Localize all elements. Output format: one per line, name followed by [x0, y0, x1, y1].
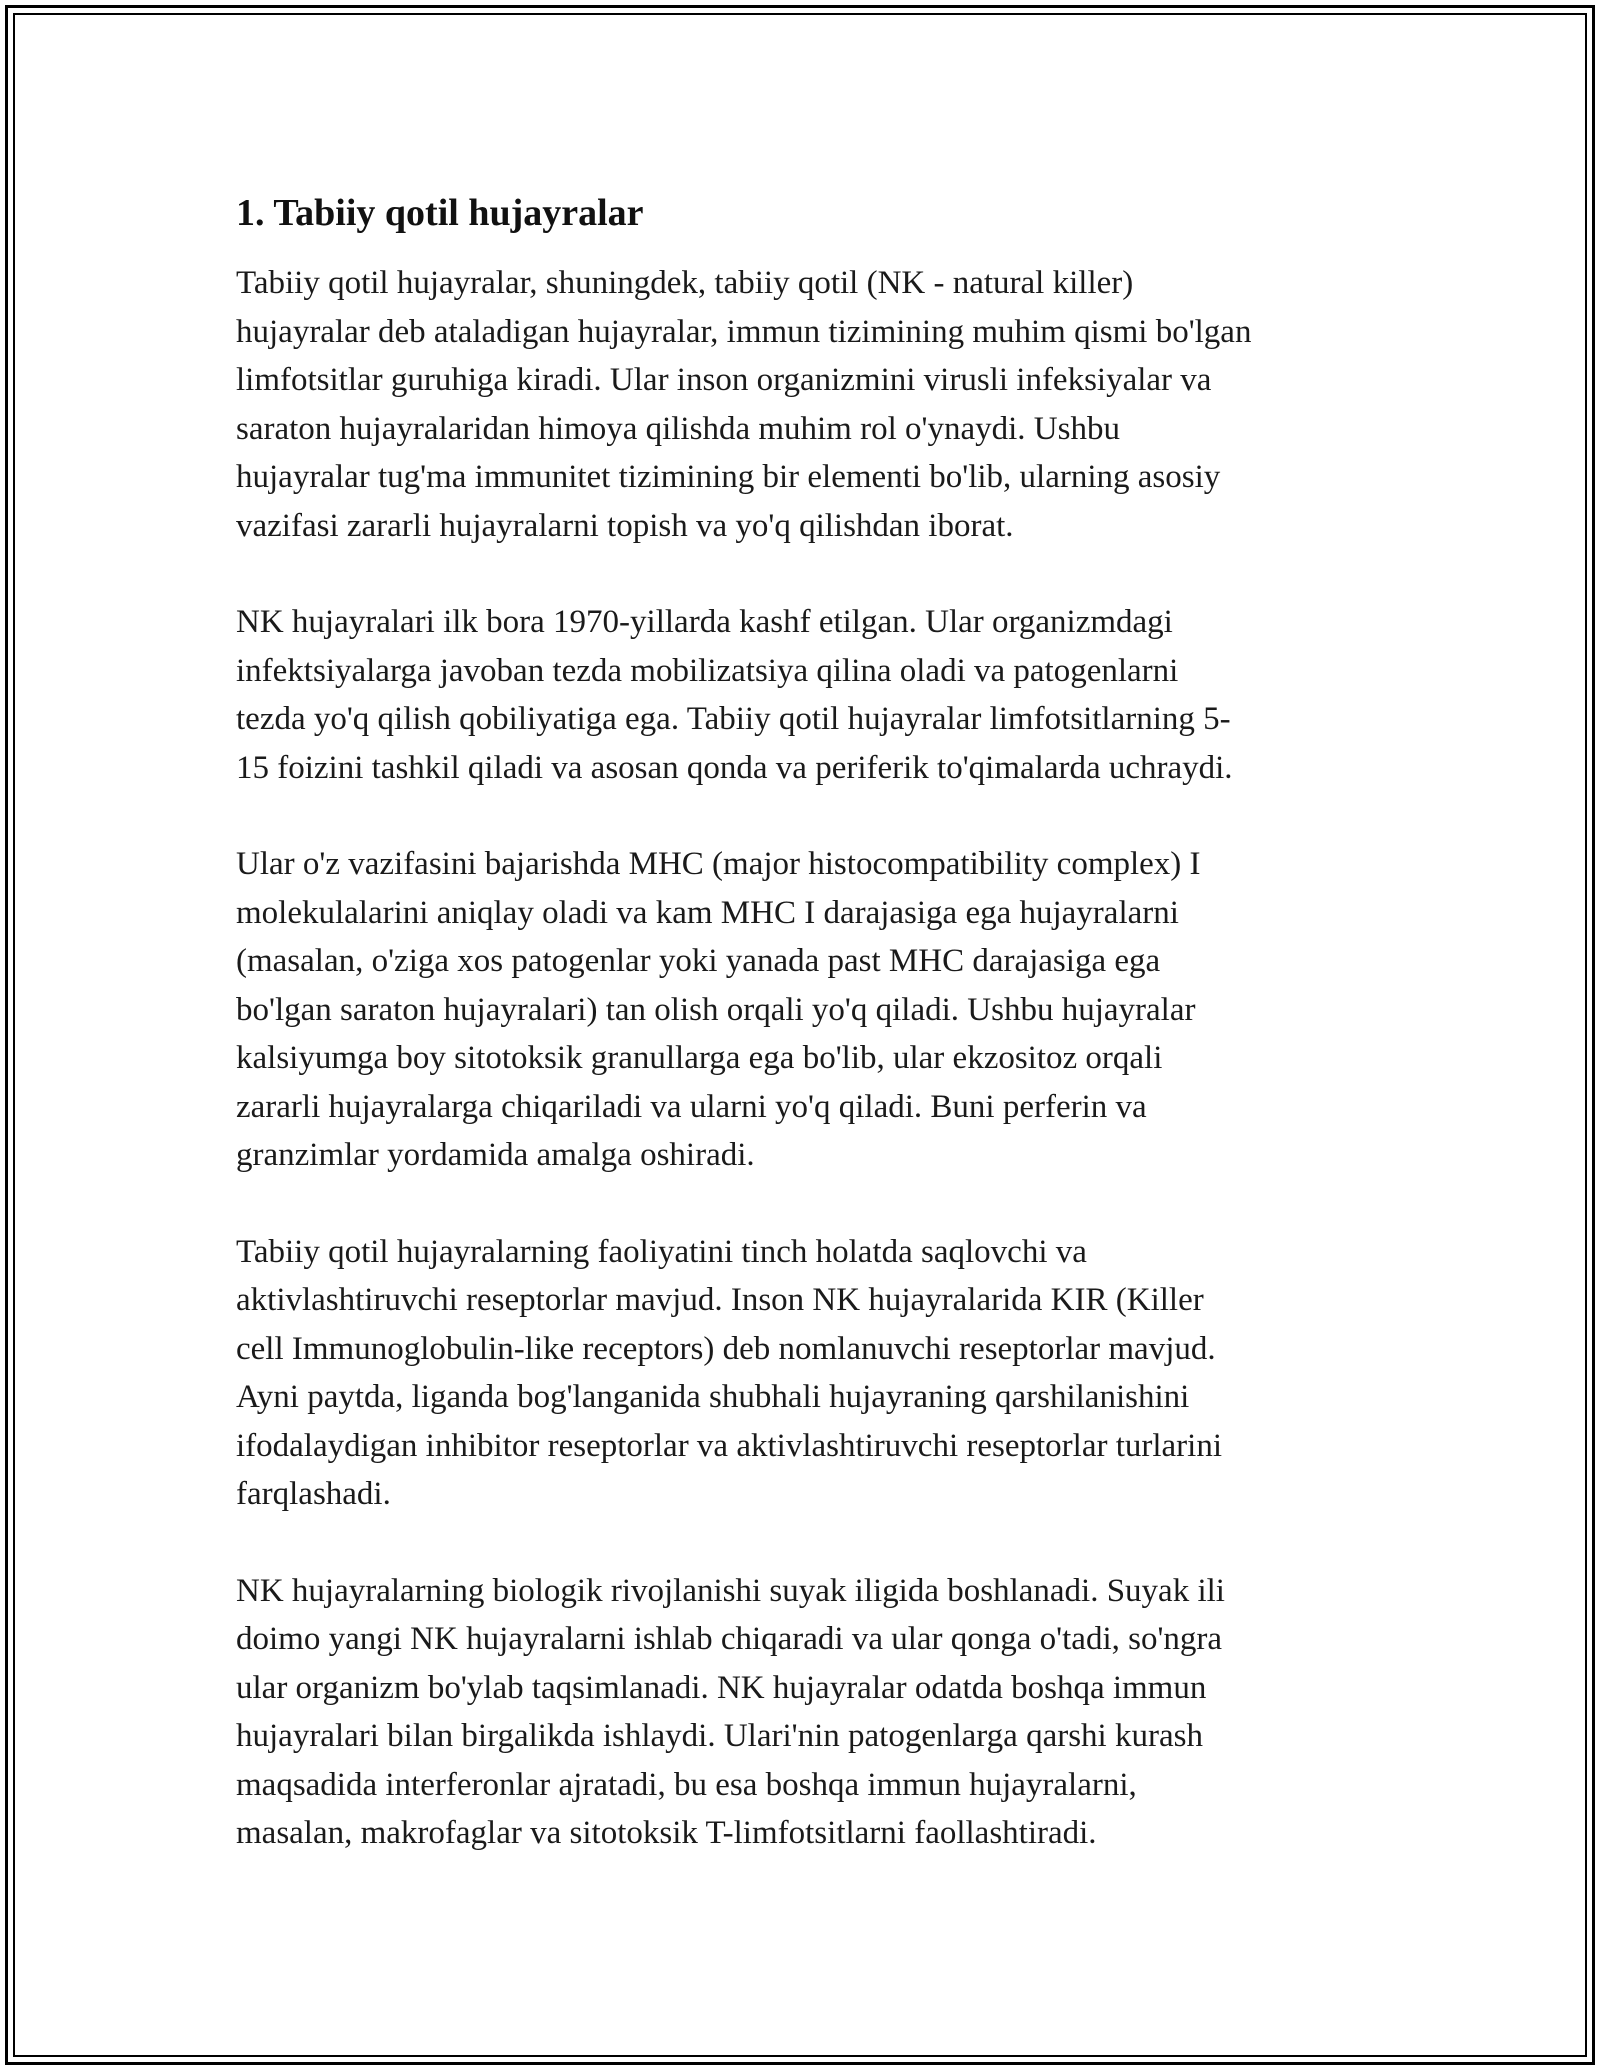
section-heading: 1. Tabiiy qotil hujayralar — [236, 192, 644, 234]
text-line: farqlashadi. — [236, 1476, 391, 1512]
text-line: NK hujayralarning biologik rivojlanishi suyak iligida boshlanadi. Suyak ili — [236, 1572, 1225, 1609]
document-body — [236, 185, 1386, 1906]
text-line: hujayralar tug'ma immunitet tizimining bir elementi bo'lib, ularning asosiy — [236, 459, 1221, 495]
text-line: masalan, makrofaglar va sitotoksik T-limfotsitlarni faollashtiradi. — [236, 1815, 1097, 1851]
text-line: vazifasi zararli hujayralarni topish va yo'q qilishdan iborat. — [236, 507, 1014, 544]
text-line: Tabiiy qotil hujayralarning faoliyatini tinch holatda saqlovchi va — [236, 1233, 1087, 1270]
text-line: ular organizm bo'ylab taqsimlanadi. NK hujayralar odatda boshqa immun — [236, 1669, 1207, 1706]
text-line: (masalan, o'ziga xos patogenlar yoki yanada past MHC darajasiga ega — [236, 943, 1161, 979]
text-line: infektsiyalarga javoban tezda mobilizatsiya qilina oladi va patogenlarni — [236, 652, 1179, 689]
text-line: tezda yo'q qilish qobiliyatiga ega. Tabiiy qotil hujayralar limfotsitlarning 5- — [236, 701, 1231, 737]
text-line: doimo yangi NK hujayralarni ishlab chiqaradi va ular qonga o'tadi, so'ngra — [236, 1621, 1223, 1657]
text-line: NK hujayralari ilk bora 1970-yillarda kashf etilgan. Ular organizmdagi — [236, 604, 1173, 640]
paragraph-3 — [236, 840, 1386, 1180]
text-line: molekulalarini aniqlay oladi va kam MHC I darajasiga ega hujayralarni — [236, 894, 1179, 931]
text-line: granzimlar yordamida amalga oshiradi. — [236, 1137, 755, 1173]
text-line: Tabiiy qotil hujayralar, shuningdek, tabiiy qotil (NK - natural killer) — [236, 265, 1134, 301]
paragraph-1 — [236, 259, 1386, 550]
text-line: limfotsitlar guruhiga kiradi. Ular inson organizmini virusli infeksiyalar va — [236, 362, 1212, 398]
paragraph-4 — [236, 1228, 1386, 1519]
text-line: Ular o'z vazifasini bajarishda MHC (major histocompatibility complex) I — [236, 846, 1201, 882]
text-line: bo'lgan saraton hujayralari) tan olish orqali yo'q qiladi. Ushbu hujayralar — [236, 991, 1196, 1028]
text-line: zararli hujayralarga chiqariladi va ularni yo'q qiladi. Buni perferin va — [236, 1088, 1147, 1125]
text-line: Ayni paytda, liganda bog'langanida shubhali hujayraning qarshilanishini — [236, 1379, 1190, 1415]
text-line: cell Immunoglobulin-like receptors) deb nomlanuvchi reseptorlar mavjud. — [236, 1330, 1216, 1367]
text-line: saraton hujayralaridan himoya qilishda muhim rol o'ynaydi. Ushbu — [236, 410, 1120, 447]
paragraph-5 — [236, 1567, 1386, 1858]
paragraph-2 — [236, 598, 1386, 792]
text-line: hujayralar deb ataladigan hujayralar, immun tizimining muhim qismi bo'lgan — [236, 313, 1252, 350]
text-line: aktivlashtiruvchi reseptorlar mavjud. Inson NK hujayralarida KIR (Killer — [236, 1282, 1204, 1318]
text-line: maqsadida interferonlar ajratadi, bu esa boshqa immun hujayralarni, — [236, 1766, 1137, 1803]
text-line: hujayralari bilan birgalikda ishlaydi. Ulari'nin patogenlarga qarshi kurash — [236, 1718, 1203, 1754]
text-line: ifodalaydigan inhibitor reseptorlar va aktivlashtiruvchi reseptorlar turlarini — [236, 1427, 1223, 1464]
text-line: kalsiyumga boy sitotoksik granullarga ega bo'lib, ular ekzositoz orqali — [236, 1040, 1163, 1076]
text-line: 15 foizini tashkil qiladi va asosan qonda va periferik to'qimalarda uchraydi. — [236, 749, 1233, 786]
